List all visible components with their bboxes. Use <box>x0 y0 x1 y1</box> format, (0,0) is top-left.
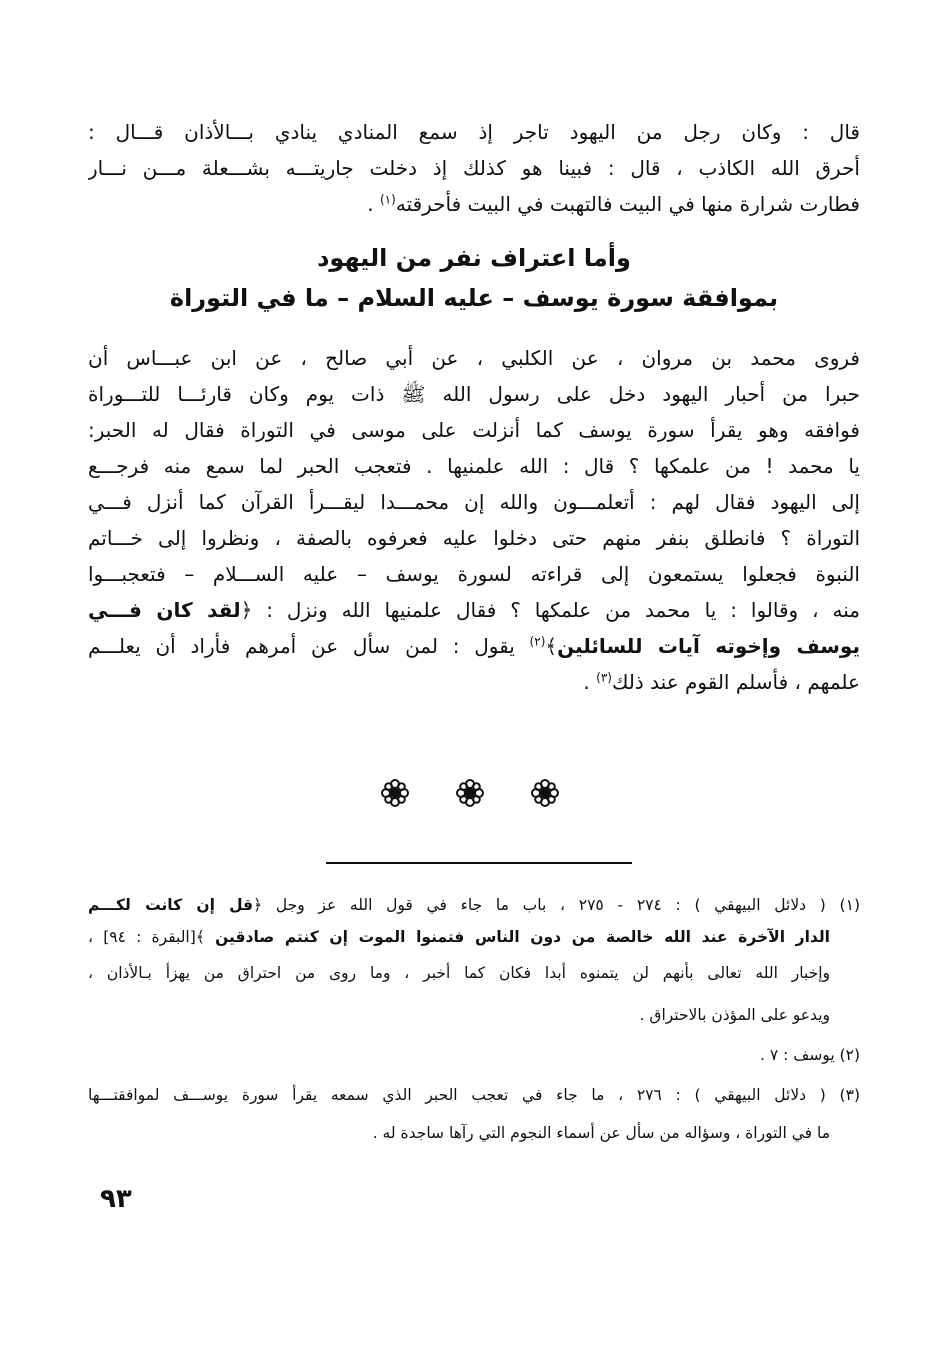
flower-ornament-icon <box>530 778 560 808</box>
footnote3-line1: (٣) ( دلائل البيهقي ) : ٢٧٦ ، ما جاء في تعجب الحبر الذي سمعه يقرأ سورة يوســـف لموافقتـــها <box>88 1086 860 1104</box>
footnote-ref-2: (٢) <box>529 634 546 649</box>
footnote1-quote-end: الدار الآخرة عند الله خالصة من دون الناس فتمنوا الموت إن كنتم صادقين <box>215 928 830 946</box>
footnote1-quote-start: قل إن كانت لكـــم <box>88 896 254 914</box>
paragraph2-line6: التوراة ؟ فانطلق بنفر منهم حتى دخلوا عليه فعرفوه بالصفة ، ونظروا إلى خـــاتم <box>88 526 860 550</box>
footnote1-line3: وإخبار الله تعالى بأنهم لن يتمنوه أبدا فكان كما أخبر ، وما روى من احتراق من يهزأ بـالأذان ، <box>88 964 830 982</box>
footnote3-line2: ما في التوراة ، وسؤاله من سأل عن أسماء النجوم التي رآها ساجدة له . <box>372 1124 830 1142</box>
footnote1-text: (١) ( دلائل البيهقي ) : ٢٧٤ - ٢٧٥ ، باب ما جاء في قول الله عز وجل ﴿ <box>253 896 860 914</box>
paragraph1-line2: أحرق الله الكاذب ، قال : فبينا هو كذلك إذ دخلت جاريتـــه بشـــعلة مـــن نـــار <box>88 156 860 180</box>
paragraph2-line3: فوافقه وهو يقرأ سورة يوسف كما أنزلت على موسى في التوراة فقال له الحبر: <box>88 418 860 442</box>
flower-ornament-icon <box>380 778 410 808</box>
paragraph1-line1: قال : وكان رجل من اليهود تاجر إذ سمع المنادي ينادي بـــالأذان قـــال : <box>88 120 860 144</box>
paragraph1-line3-text: فطارت شرارة منها في البيت فالتهبت في البيت فأحرقته <box>395 192 860 216</box>
paragraph2-end: . <box>583 670 597 694</box>
paragraph1-end: . <box>367 192 380 216</box>
footnote2: (٢) يوسف : ٧ . <box>760 1046 860 1064</box>
page-number: ٩٣ <box>100 1184 132 1214</box>
footnote1-line4: ويدعو على المؤذن بالاحتراق . <box>639 1006 830 1024</box>
section-heading-line2: بموافقة سورة يوسف – عليه السلام – ما في التوراة <box>169 284 779 312</box>
quran-quote-start: لقد كان فـــي <box>88 598 241 622</box>
footnote1-line1 <box>88 890 860 920</box>
quran-quote-end: يوسف وإخوته آيات للسائلين <box>557 634 860 658</box>
paragraph2-line8 <box>88 592 860 628</box>
paragraph2-line10 <box>88 664 860 700</box>
quran-close-bracket: ﴾ <box>545 634 558 658</box>
ornament-divider <box>380 776 560 810</box>
footnote-ref-3: (٣) <box>596 670 612 685</box>
footnote1-line2 <box>88 922 830 952</box>
footnote-separator <box>326 862 632 864</box>
paragraph2-line1: فروى محمد بن مروان ، عن الكلبي ، عن أبي صالح ، عن ابن عبـــاس أن <box>88 346 860 370</box>
paragraph2-line7: النبوة فجعلوا يستمعون إلى قراءته لسورة يوسف – عليه الســـلام – فتعجبـــوا <box>88 562 860 586</box>
paragraph2-line10-text: علمهم ، فأسلم القوم عند ذلك <box>611 670 860 694</box>
footnote1-citation: ﴾[البقرة : ٩٤] ، <box>88 928 216 946</box>
paragraph2-line9 <box>88 628 860 664</box>
footnote-ref-1: (١) <box>379 192 396 207</box>
paragraph2-line9-text: يقول : لمن سأل عن أمرهم فأراد أن يعلـــم <box>88 634 530 658</box>
paragraph1-line3 <box>88 186 860 222</box>
paragraph2-line2: حبرا من أحبار اليهود دخل على رسول الله ﷺ ذات يوم وكان قارئـــا للتـــوراة <box>88 382 860 406</box>
section-heading-line1: وأما اعتراف نفر من اليهود <box>317 244 631 272</box>
flower-ornament-icon <box>455 778 485 808</box>
paragraph2-line4: يا محمد ! من علمكها ؟ قال : الله علمنيها . فتعجب الحبر لما سمع منه فرجـــع <box>88 454 860 478</box>
paragraph2-line5: إلى اليهود فقال لهم : أتعلمـــون والله إن محمـــدا ليقـــرأ القرآن كما أنزل فـــي <box>88 490 860 514</box>
paragraph2-line8-text: منه ، وقالوا : يا محمد من علمكها ؟ فقال علمنيها الله ونزل : ﴿ <box>240 598 860 622</box>
